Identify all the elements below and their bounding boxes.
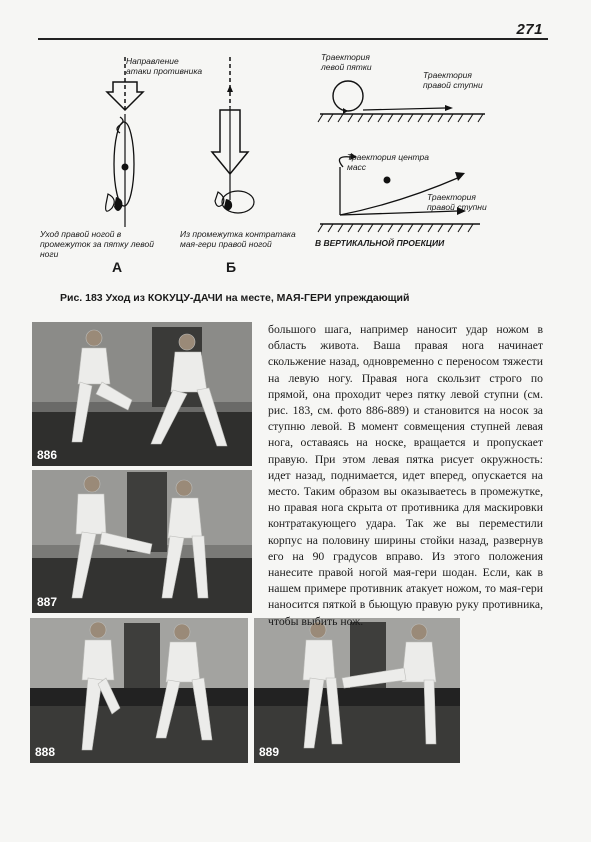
figure-caption: Рис. 183 Уход из КОКУЦУ-ДАЧИ на месте, МАЯ-ГЕРИ упреждающий <box>60 292 410 304</box>
photo-888-number: 888 <box>35 745 56 759</box>
right-foot-trajectory-label-bottom: Траектория правой ступни <box>427 192 487 212</box>
diagram-a <box>40 52 203 277</box>
photo-886 <box>32 322 252 466</box>
diagram-a-letter: А <box>112 259 123 275</box>
body-paragraph: большого шага, например наносит удар ножом в область живота. Ваша правая нога начинает скольжение назад, одновременно с переносом тяжести на левую ногу. Правая нога скользит строго по прямой, она проходит через пятку левой ступни (см. рис. 183, см. фото 886-889) и становится на носок за ступню левой. В момент совмещения ступней левая нога, оставаясь на носке, вращается и пропускает правую. При этом левая пятка рисует окружность: идет назад, поднимается, идет вперед, опускается на место. Таким образом вы оказываетесь в промежутке, но правая нога скрыта от противника для маскировки контратакующего удара. Так же вы переместили корпус на половину ширины стойки назад, развернув его на 90 градусов вправо. Из этого положения нанесите правой ногой мая-гери шодан. Если, как в нашем примере противник атакует ножом, то мая-гери наносится пяткой в бьющую правую руку противника, чтобы выбить нож. <box>268 323 543 628</box>
right-foot-trajectory-label-top: Траектория правой ступни <box>423 70 483 90</box>
diagram-a-drawing <box>40 52 160 252</box>
photo-888-image <box>30 618 248 763</box>
photo-886-image <box>32 322 252 466</box>
photo-889-image <box>254 618 460 763</box>
photo-887 <box>32 470 252 613</box>
diagram-trajectories <box>315 52 525 262</box>
left-heel-trajectory-label: Траектория левой пятки <box>321 52 372 72</box>
photo-887-image <box>32 470 252 613</box>
photo-887-number: 887 <box>37 595 58 609</box>
body-text <box>268 322 543 630</box>
photo-889-number: 889 <box>259 745 280 759</box>
center-mass-trajectory-label: Траектория центра масс <box>347 152 429 172</box>
diagram-a-top-label: Направление атаки противника <box>126 56 203 76</box>
diagram-b-bottom-label: Из промежутка контратака мая-гери правой ногой <box>180 229 296 249</box>
diagram-a-bottom-label: Уход правой ногой в промежуток за пятку левой ноги <box>40 229 154 259</box>
diagram-b-drawing <box>178 52 298 252</box>
photo-888 <box>30 618 248 763</box>
header-rule <box>38 38 548 40</box>
page-number: 271 <box>516 21 543 38</box>
vertical-projection-label: В ВЕРТИКАЛЬНОЙ ПРОЕКЦИИ <box>315 238 445 248</box>
diagram-b-letter: Б <box>226 259 237 275</box>
photo-889 <box>254 618 460 763</box>
diagram-b <box>178 52 308 277</box>
photo-886-number: 886 <box>37 448 58 462</box>
